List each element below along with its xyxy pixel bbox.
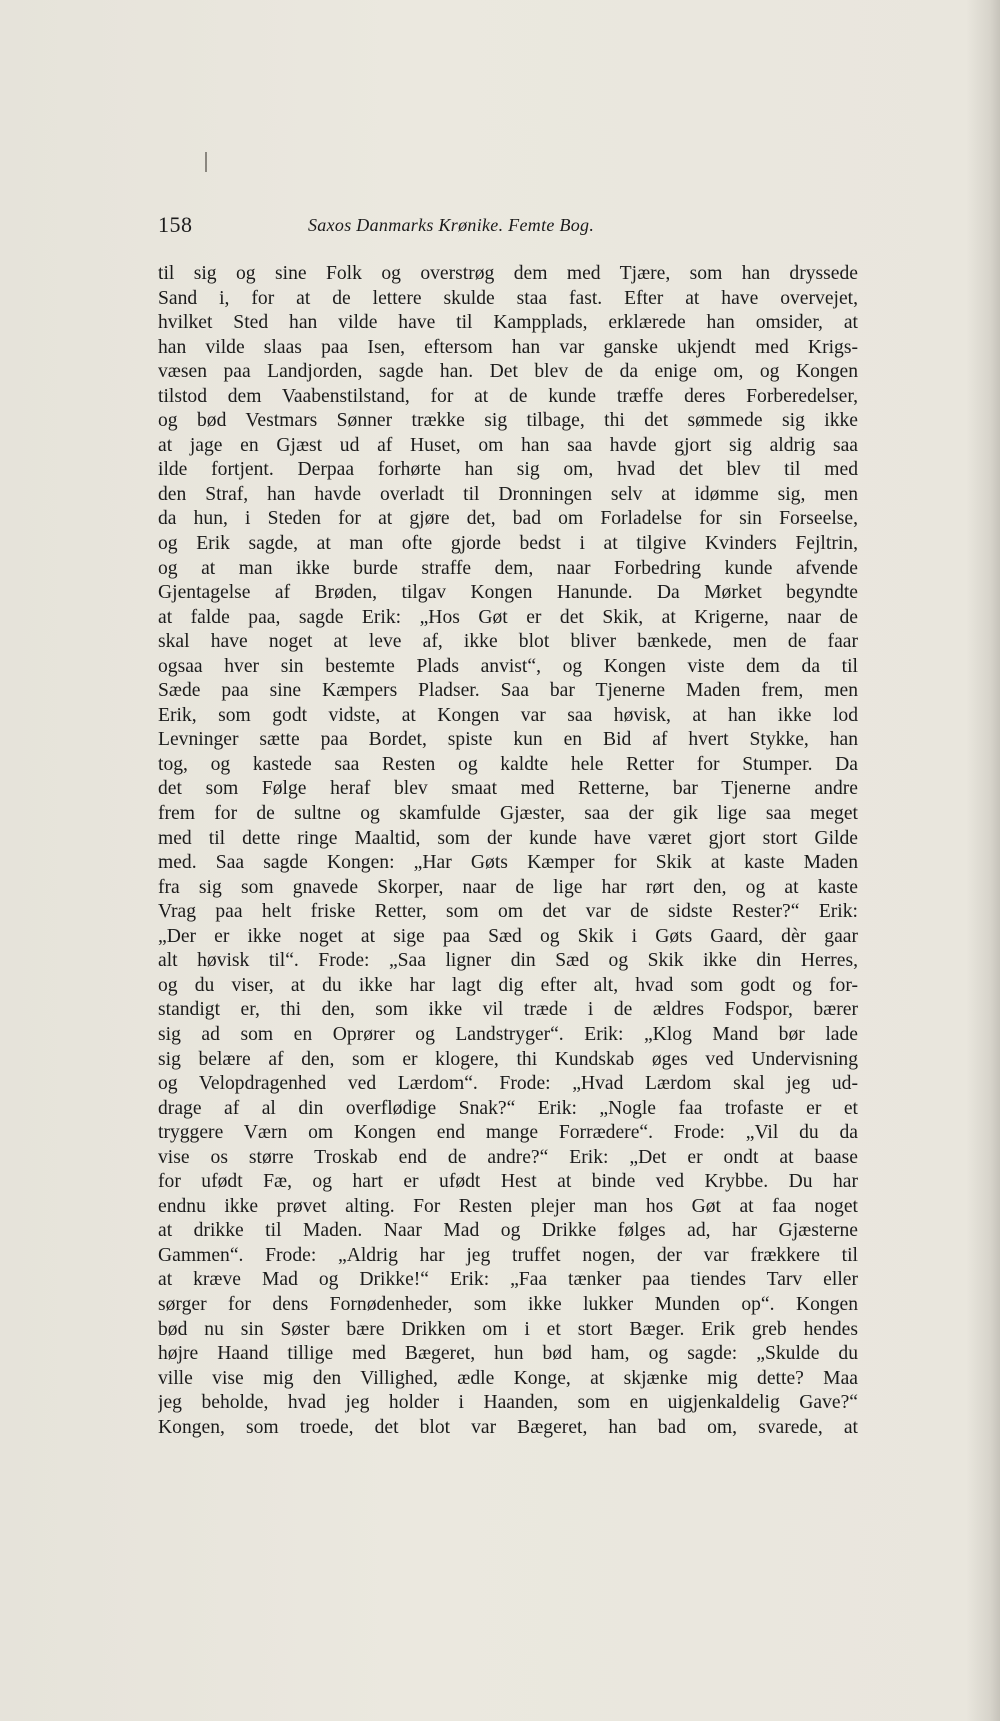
text-line: skal have noget at leve af, ikke blot bliver bænkede, men de faar bbox=[158, 631, 858, 653]
text-line: jeg beholde, hvad jeg holder i Haanden, som en uigjenkaldelig Gave?“ bbox=[158, 1392, 858, 1414]
text-line: frem for de sultne og skamfulde Gjæster, saa der gik lige saa meget bbox=[158, 803, 858, 825]
pencil-mark bbox=[205, 152, 207, 172]
text-line: at falde paa, sagde Erik: „Hos Gøt er det Skik, at Krigerne, naar de bbox=[158, 606, 858, 628]
text-line: Sand i, for at de lettere skulde staa fast. Efter at have overvejet, bbox=[158, 287, 858, 309]
text-line: „Der er ikke noget at sige paa Sæd og Skik i Gøts Gaard, dèr gaar bbox=[158, 925, 858, 947]
text-line: Levninger sætte paa Bordet, spiste kun en Bid af hvert Stykke, han bbox=[158, 729, 858, 751]
text-line: og bød Vestmars Sønner trække sig tilbage, thi det sømmede sig ikke bbox=[158, 410, 858, 432]
text-line: sig ad som en Oprører og Landstryger“. Erik: „Klog Mand bør lade bbox=[158, 1023, 858, 1045]
text-line: fra sig som gnavede Skorper, naar de lige har rørt den, og at kaste bbox=[158, 876, 858, 898]
text-line: og Erik sagde, at man ofte gjorde bedst i at tilgive Kvinders Fejltrin, bbox=[158, 533, 858, 555]
text-line: at jage en Gjæst ud af Huset, om han saa havde gjort sig aldrig saa bbox=[158, 434, 858, 456]
text-line: og at man ikke burde straffe dem, naar Forbedring kunde afvende bbox=[158, 557, 858, 579]
text-line: højre Haand tillige med Bægeret, hun bød ham, og sagde: „Skulde du bbox=[158, 1343, 858, 1365]
text-line: Gjentagelse af Brøden, tilgav Kongen Hanunde. Da Mørket begyndte bbox=[158, 582, 858, 604]
running-head bbox=[158, 212, 858, 242]
text-line: Sæde paa sine Kæmpers Pladser. Saa bar Tjenerne Maden frem, men bbox=[158, 680, 858, 702]
text-line: Gammen“. Frode: „Aldrig har jeg truffet nogen, der var frækkere til bbox=[158, 1244, 858, 1266]
text-line: tilstod dem Vaabenstilstand, for at de kunde træffe deres Forberedelser, bbox=[158, 385, 858, 407]
text-line: endnu ikke prøvet alting. For Resten plejer man hos Gøt at faa noget bbox=[158, 1195, 858, 1217]
text-line: Kongen, som troede, det blot var Bægeret, han bad om, svarede, at bbox=[158, 1416, 858, 1438]
text-line: med til dette ringe Maaltid, som der kunde have været gjort stort Gilde bbox=[158, 827, 858, 849]
text-line: at kræve Mad og Drikke!“ Erik: „Faa tænker paa tiendes Tarv eller bbox=[158, 1269, 858, 1291]
text-line: at drikke til Maden. Naar Mad og Drikke følges ad, har Gjæsterne bbox=[158, 1220, 858, 1242]
text-line: for ufødt Fæ, og hart er ufødt Hest at binde ved Krybbe. Du har bbox=[158, 1171, 858, 1193]
text-line: med. Saa sagde Kongen: „Har Gøts Kæmper for Skik at kaste Maden bbox=[158, 852, 858, 874]
text-line: og du viser, at du ikke har lagt dig efter alt, hvad som godt og for- bbox=[158, 974, 858, 996]
text-line: Erik, som godt vidste, at Kongen var saa høvisk, at han ikke lod bbox=[158, 704, 858, 726]
text-line: væsen paa Landjorden, sagde han. Det blev de da enige om, og Kongen bbox=[158, 361, 858, 383]
text-line: bød nu sin Søster bære Drikken om i et stort Bæger. Erik greb hendes bbox=[158, 1318, 858, 1340]
text-line: tryggere Værn om Kongen end mange Forrædere“. Frode: „Vil du da bbox=[158, 1122, 858, 1144]
text-line: ilde fortjent. Derpaa forhørte han sig om, hvad det blev til med bbox=[158, 459, 858, 481]
text-line: han vilde slaas paa Isen, eftersom han var ganske ukjendt med Krigs- bbox=[158, 336, 858, 358]
text-line: Vrag paa helt friske Retter, som om det var de sidste Rester?“ Erik: bbox=[158, 901, 858, 923]
text-line: standigt er, thi den, som ikke vil træde i de ældres Fodspor, bærer bbox=[158, 999, 858, 1021]
body-text bbox=[158, 262, 858, 1440]
text-line: hvilket Sted han vilde have til Kampplads, erklærede han omsider, at bbox=[158, 312, 858, 334]
text-line: det som Følge heraf blev smaat med Retterne, bar Tjenerne andre bbox=[158, 778, 858, 800]
text-line: sørger for dens Fornødenheder, som ikke lukker Munden op“. Kongen bbox=[158, 1293, 858, 1315]
text-line: ville vise mig den Villighed, ædle Konge, at skjænke mig dette? Maa bbox=[158, 1367, 858, 1389]
text-line: ogsaa hver sin bestemte Plads anvist“, og Kongen viste dem da til bbox=[158, 655, 858, 677]
text-line: vise os større Troskab end de andre?“ Erik: „Det er ondt at baase bbox=[158, 1146, 858, 1168]
running-title: Saxos Danmarks Krønike. Femte Bog. bbox=[308, 215, 595, 235]
page-edge-shadow bbox=[966, 0, 1000, 1721]
page-number: 158 bbox=[158, 212, 193, 237]
text-line: alt høvisk til“. Frode: „Saa ligner din Sæd og Skik ikke din Herres, bbox=[158, 950, 858, 972]
text-line: tog, og kastede saa Resten og kaldte hele Retter for Stumper. Da bbox=[158, 753, 858, 775]
text-line: da hun, i Steden for at gjøre det, bad om Forladelse for sin Forseelse, bbox=[158, 508, 858, 530]
text-line: drage af al din overflødige Snak?“ Erik: „Nogle faa trofaste er et bbox=[158, 1097, 858, 1119]
text-line: og Velopdragenhed ved Lærdom“. Frode: „Hvad Lærdom skal jeg ud- bbox=[158, 1073, 858, 1095]
text-line: den Straf, han havde overladt til Dronningen selv at idømme sig, men bbox=[158, 483, 858, 505]
text-line: sig belære af den, som er klogere, thi Kundskab øges ved Undervisning bbox=[158, 1048, 858, 1070]
text-line: til sig og sine Folk og overstrøg dem med Tjære, som han dryssede bbox=[158, 263, 858, 284]
